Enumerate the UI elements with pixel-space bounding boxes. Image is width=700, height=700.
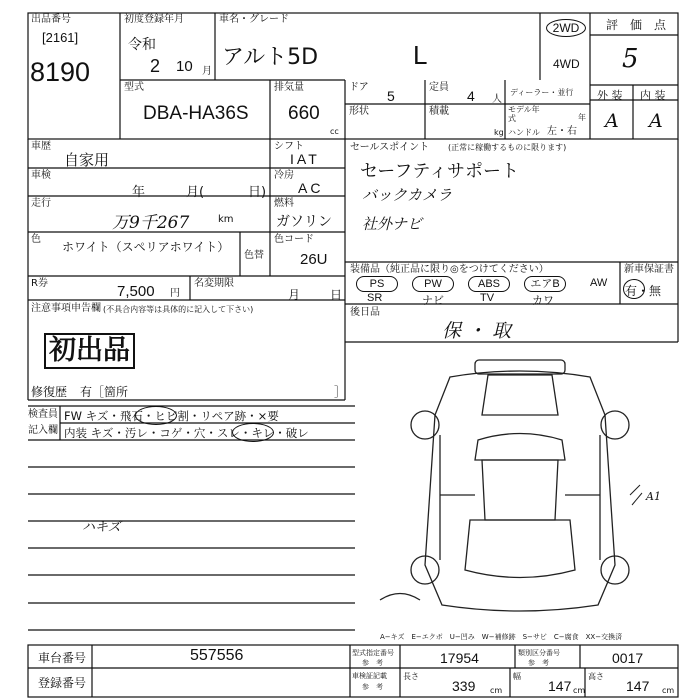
name-change-day: 日 xyxy=(330,288,343,302)
check-circle-sure xyxy=(232,423,274,442)
diagram-note: A1 xyxy=(646,490,661,503)
reg-year: 2 xyxy=(150,56,161,76)
ref-label-3: 参 考 xyxy=(362,683,383,691)
notes-stamp: 初出品 xyxy=(44,333,135,369)
grade: L xyxy=(413,40,428,70)
type-cert-label: 型式指定番号 xyxy=(352,649,394,657)
history-value: 自家用 xyxy=(64,151,110,169)
exterior-grade: A xyxy=(605,110,619,132)
color-value: ホワイト（スペリアホワイト） xyxy=(62,240,230,254)
repair-label: 修復歴 xyxy=(31,385,68,399)
dims-label: 車検証記載 xyxy=(352,672,387,680)
model-code: DBA-HA36S xyxy=(143,103,249,124)
doors: 5 xyxy=(387,88,395,104)
recycle-unit: 円 xyxy=(170,288,180,299)
width-label: 幅 xyxy=(513,672,521,681)
displacement-label: 排気量 xyxy=(274,82,304,93)
model-label: 型式 xyxy=(124,82,144,93)
lot-label: 出品番号 xyxy=(31,14,71,25)
equip-aw: AW xyxy=(590,277,608,289)
shaken-day: 日) xyxy=(248,185,267,200)
lot-number: 8190 xyxy=(30,57,91,87)
equip-label: 装備品（純正品に限り◎をつけてください） xyxy=(350,264,549,275)
width-value: 147 xyxy=(548,678,572,694)
class-value: 0017 xyxy=(612,650,644,666)
lot-bracket: [2161] xyxy=(42,30,79,45)
height-label: 高さ xyxy=(588,672,604,681)
warranty-value: 有・無 xyxy=(625,284,662,298)
name-change-label: 名変期限 xyxy=(194,278,234,289)
shaken-month: 月( xyxy=(186,185,205,200)
check-row-2: 内装 キズ・汚レ・コゲ・穴・スレ・キレ・破レ xyxy=(64,426,309,440)
notes-label: 注意事項申告欄 xyxy=(31,303,101,314)
history-label: 車歴 xyxy=(31,141,51,152)
capacity-unit: 人 xyxy=(492,94,502,105)
rear-value: 保・取 xyxy=(442,320,518,342)
repair-value: 有［箇所 xyxy=(80,385,129,399)
inspector-label-2: 記入欄 xyxy=(28,425,58,436)
era: 令和 xyxy=(128,37,156,53)
mileage-unit: km xyxy=(218,214,234,225)
class-label: 類別区分番号 xyxy=(518,649,560,657)
rear-label: 後日品 xyxy=(350,307,380,318)
reg-month: 10 xyxy=(176,58,193,75)
reg-number-label: 登録番号 xyxy=(38,676,87,690)
type-cert-value: 17954 xyxy=(440,650,479,666)
drive-2wd: 2WD xyxy=(546,19,586,37)
height-value: 147 xyxy=(626,678,650,694)
reg-label: 初度登録年月 xyxy=(124,14,184,25)
equip-pw: PW xyxy=(412,276,454,292)
width-cm: cm xyxy=(573,686,586,695)
inspector-label-1: 検査員 xyxy=(28,409,58,420)
model-year-unit: 年 xyxy=(578,113,586,122)
name-change-month: 月 xyxy=(288,288,301,302)
shaken-year: 年 xyxy=(132,185,146,200)
warranty-label: 新車保証書 xyxy=(624,264,674,275)
car-label: 車名・グレード xyxy=(219,14,289,25)
displacement-unit: cc xyxy=(330,127,339,136)
score-label: 評 価 点 xyxy=(606,18,667,32)
height-cm: cm xyxy=(662,686,675,695)
equip-navi: ナビ xyxy=(422,294,444,307)
handle-label: ハンドル xyxy=(508,128,540,137)
equip-sr: SR xyxy=(367,292,383,304)
car-body-diagram xyxy=(370,355,670,630)
check-circle-tobiishi xyxy=(135,406,177,425)
shaken-label: 車検 xyxy=(31,170,51,181)
exterior-label: 外 装 xyxy=(597,89,623,102)
ref-label-1: 参 考 xyxy=(362,659,383,667)
length-label: 長さ xyxy=(403,672,419,681)
handle-value: 左・右 xyxy=(547,126,577,137)
fuel-value: ガソリン xyxy=(276,214,332,230)
equip-leather: カワ xyxy=(532,294,554,307)
recycle-value: 7,500 xyxy=(117,283,155,300)
shape-label: 形状 xyxy=(349,106,369,117)
recycle-label: R券 xyxy=(31,278,48,289)
loading-label: 積載 xyxy=(429,106,449,117)
displacement: 660 xyxy=(288,103,320,124)
equip-tv: TV xyxy=(480,292,495,304)
warranty-circle xyxy=(623,279,645,299)
color-code: 26U xyxy=(300,251,328,268)
capacity: 4 xyxy=(467,88,475,104)
shift-label: シフト xyxy=(274,141,304,152)
equip-abs: ABS xyxy=(468,276,510,292)
ref-label-2: 参 考 xyxy=(528,659,549,667)
ac-label: 冷房 xyxy=(274,170,294,181)
drive-4wd: 4WD xyxy=(553,57,580,71)
equip-airbag: エアB xyxy=(524,276,566,292)
chassis-label: 車台番号 xyxy=(38,651,87,665)
interior-label: 内 装 xyxy=(640,89,666,102)
ac-value: AC xyxy=(298,180,324,196)
sales-point-1: セーフティサポート xyxy=(360,161,519,182)
fuel-label: 燃料 xyxy=(274,198,294,209)
dealer-label: ディーラー・並行 xyxy=(510,88,574,97)
sales-label: セールスポイント xyxy=(350,142,430,153)
equip-ps: PS xyxy=(356,276,398,292)
color-label: 色 xyxy=(31,234,41,245)
chassis-value: 557556 xyxy=(190,647,244,664)
color-code-label: 色コード xyxy=(274,234,314,245)
shift-value: IAT xyxy=(290,151,320,167)
score: 5 xyxy=(622,44,639,74)
check-row-1: FW キズ・飛石・ヒビ割・リペア跡・×要 xyxy=(64,409,279,423)
color-change-label: 色替 xyxy=(244,250,264,261)
reg-month-unit: 月 xyxy=(202,66,212,77)
length-cm: cm xyxy=(490,686,503,695)
capacity-label: 定員 xyxy=(429,82,449,93)
mileage-label: 走行 xyxy=(31,198,51,209)
interior-grade: A xyxy=(649,110,663,132)
sales-point-3: 社外ナビ xyxy=(362,215,423,233)
length-value: 339 xyxy=(452,678,476,694)
repair-close: ］ xyxy=(334,385,347,399)
loading-unit: kg xyxy=(494,128,504,137)
car-name: アルト5D xyxy=(222,45,319,70)
model-year-label: モデル年式 xyxy=(508,105,540,123)
mileage-value: 万9千267 xyxy=(112,213,190,233)
doors-label: ドア xyxy=(349,82,369,93)
notes-hint: (不具合内容等は具体的に記入して下さい) xyxy=(103,305,254,314)
sales-point-2: バックカメラ xyxy=(362,186,453,204)
handwritten-note: ハキズ xyxy=(82,520,121,535)
damage-legend: A−キズ E−エクボ U−凹み W−補修跡 S−サビ C−腐食 XX−交換済 xyxy=(380,633,623,641)
sales-hint: (正常に稼働するものに限ります) xyxy=(448,143,567,152)
